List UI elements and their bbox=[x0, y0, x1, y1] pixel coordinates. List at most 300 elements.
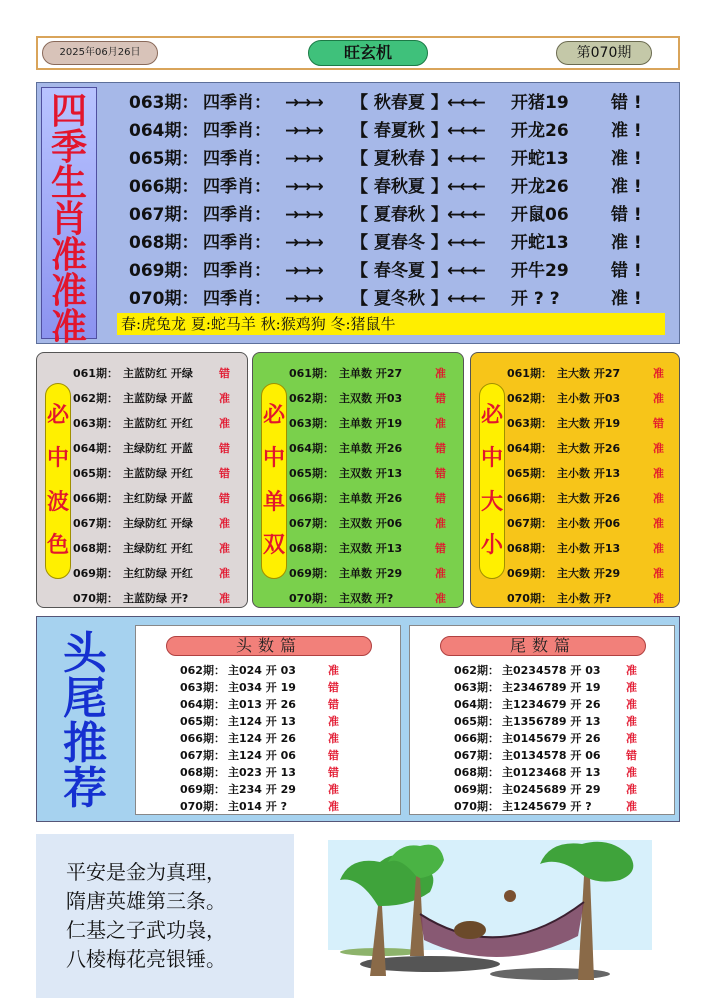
item-issue: 070期： bbox=[454, 800, 499, 813]
item-issue: 070期： bbox=[180, 800, 225, 813]
item-verdict: 准 bbox=[653, 592, 664, 605]
row-result: 开 ? ? bbox=[511, 289, 560, 309]
title-char: 小 bbox=[480, 533, 503, 559]
item-text: 主大数 开29 bbox=[557, 567, 621, 580]
list-item bbox=[454, 730, 674, 747]
list-item bbox=[73, 511, 249, 536]
row-seasons: 【 夏春秋 】 bbox=[351, 205, 448, 225]
title-char: 必 bbox=[46, 402, 69, 428]
odd-even-list bbox=[289, 361, 465, 611]
item-text: 主双数 开03 bbox=[339, 392, 403, 405]
item-issue: 067期： bbox=[180, 749, 225, 762]
item-issue: 063期： bbox=[454, 681, 499, 694]
item-issue: 062期： bbox=[180, 664, 225, 677]
item-text: 主大数 开19 bbox=[557, 417, 621, 430]
item-text: 主0145679 开 26 bbox=[502, 732, 601, 745]
title-char: 季 bbox=[50, 127, 87, 168]
row-verdict: 准 ! bbox=[611, 233, 642, 253]
item-text: 主双数 开13 bbox=[339, 542, 403, 555]
item-issue: 061期： bbox=[73, 367, 118, 380]
issue-badge: 第070期 bbox=[556, 41, 652, 65]
list-item bbox=[454, 747, 674, 764]
item-issue: 069期： bbox=[289, 567, 334, 580]
title-char: 必 bbox=[480, 402, 503, 428]
item-issue: 064期： bbox=[73, 442, 118, 455]
header-bar bbox=[36, 36, 680, 70]
item-verdict: 准 bbox=[435, 367, 446, 380]
item-verdict: 准 bbox=[328, 664, 339, 677]
item-text: 主单数 开26 bbox=[339, 492, 403, 505]
item-verdict: 准 bbox=[653, 542, 664, 555]
row-seasons: 【 秋春夏 】 bbox=[351, 93, 448, 113]
big-small-panel bbox=[470, 352, 680, 608]
item-text: 主单数 开19 bbox=[339, 417, 403, 430]
row-issue: 067期： bbox=[129, 205, 199, 225]
row-seasons: 【 春秋夏 】 bbox=[351, 177, 448, 197]
list-item bbox=[73, 361, 249, 386]
list-item bbox=[507, 436, 683, 461]
item-issue: 066期： bbox=[73, 492, 118, 505]
item-issue: 070期： bbox=[73, 592, 118, 605]
list-item bbox=[507, 361, 683, 386]
row-label: 四季肖： bbox=[203, 93, 271, 113]
odd-even-title bbox=[261, 383, 287, 579]
item-verdict: 准 bbox=[626, 698, 637, 711]
title-char: 准 bbox=[50, 235, 87, 276]
title-char: 四 bbox=[50, 91, 87, 132]
four-seasons-row bbox=[129, 201, 669, 229]
item-text: 主绿防红 开蓝 bbox=[123, 442, 193, 455]
item-text: 主大数 开27 bbox=[557, 367, 621, 380]
item-issue: 063期： bbox=[507, 417, 552, 430]
item-issue: 066期： bbox=[180, 732, 225, 745]
item-text: 主0234578 开 03 bbox=[502, 664, 601, 677]
row-label: 四季肖： bbox=[203, 177, 271, 197]
item-issue: 069期： bbox=[507, 567, 552, 580]
four-seasons-row bbox=[129, 229, 669, 257]
list-item bbox=[454, 713, 674, 730]
arrow-out: ←←← bbox=[447, 261, 484, 281]
item-issue: 064期： bbox=[507, 442, 552, 455]
item-issue: 062期： bbox=[454, 664, 499, 677]
title-char: 单 bbox=[262, 489, 285, 515]
list-item bbox=[507, 486, 683, 511]
item-text: 主013 开 26 bbox=[228, 698, 296, 711]
item-verdict: 错 bbox=[328, 766, 339, 779]
arrow-in: →→→ bbox=[285, 121, 322, 141]
tail-number-heading: 尾数篇 bbox=[440, 636, 646, 656]
row-label: 四季肖： bbox=[203, 205, 271, 225]
row-verdict: 准 ! bbox=[611, 177, 642, 197]
title-char: 必 bbox=[262, 402, 285, 428]
row-issue: 065期： bbox=[129, 149, 199, 169]
title-char: 尾 bbox=[63, 672, 107, 724]
list-item bbox=[73, 586, 249, 611]
item-text: 主双数 开06 bbox=[339, 517, 403, 530]
item-verdict: 准 bbox=[219, 592, 230, 605]
list-item bbox=[289, 536, 465, 561]
arrow-in: →→→ bbox=[285, 233, 322, 253]
item-text: 主1356789 开 13 bbox=[502, 715, 601, 728]
row-result: 开蛇13 bbox=[511, 233, 569, 253]
head-number-heading: 头数篇 bbox=[166, 636, 372, 656]
list-item bbox=[180, 679, 400, 696]
title-char: 生 bbox=[50, 163, 87, 204]
head-tail-section bbox=[36, 616, 680, 822]
row-label: 四季肖： bbox=[203, 289, 271, 309]
item-text: 主小数 开06 bbox=[557, 517, 621, 530]
list-item bbox=[507, 461, 683, 486]
item-issue: 062期： bbox=[73, 392, 118, 405]
item-text: 主0245689 开 29 bbox=[502, 783, 601, 796]
item-text: 主小数 开03 bbox=[557, 392, 621, 405]
title-char: 准 bbox=[50, 307, 87, 348]
item-verdict: 错 bbox=[219, 467, 230, 480]
arrow-in: →→→ bbox=[285, 261, 322, 281]
big-small-list bbox=[507, 361, 683, 611]
item-text: 主单数 开29 bbox=[339, 567, 403, 580]
list-item bbox=[289, 436, 465, 461]
item-verdict: 准 bbox=[653, 367, 664, 380]
item-text: 主0123468 开 13 bbox=[502, 766, 601, 779]
list-item bbox=[289, 386, 465, 411]
title-char: 肖 bbox=[50, 199, 87, 240]
arrow-out: ←←← bbox=[447, 177, 484, 197]
item-issue: 064期： bbox=[180, 698, 225, 711]
item-verdict: 准 bbox=[435, 592, 446, 605]
item-verdict: 准 bbox=[653, 567, 664, 580]
list-item bbox=[507, 386, 683, 411]
item-verdict: 错 bbox=[219, 442, 230, 455]
list-item bbox=[454, 798, 674, 815]
row-seasons: 【 夏秋春 】 bbox=[351, 149, 448, 169]
item-text: 主红防绿 开红 bbox=[123, 567, 193, 580]
item-text: 主双数 开13 bbox=[339, 467, 403, 480]
item-text: 主2346789 开 19 bbox=[502, 681, 601, 694]
item-verdict: 准 bbox=[626, 681, 637, 694]
item-verdict: 准 bbox=[626, 783, 637, 796]
head-number-list bbox=[180, 662, 400, 815]
row-label: 四季肖： bbox=[203, 261, 271, 281]
row-verdict: 错 ! bbox=[611, 261, 642, 281]
tail-number-list bbox=[454, 662, 674, 815]
row-seasons: 【 春夏秋 】 bbox=[351, 121, 448, 141]
item-text: 主234 开 29 bbox=[228, 783, 296, 796]
list-item bbox=[180, 662, 400, 679]
title-char: 中 bbox=[262, 446, 285, 472]
item-text: 主蓝防绿 开蓝 bbox=[123, 392, 193, 405]
item-text: 主红防绿 开蓝 bbox=[123, 492, 193, 505]
head-number-box bbox=[135, 625, 401, 815]
poem-line: 隋唐英雄第三条。 bbox=[66, 889, 226, 913]
row-issue: 069期： bbox=[129, 261, 199, 281]
title-char: 中 bbox=[480, 446, 503, 472]
date-badge: 2025年06月26日 bbox=[42, 41, 158, 65]
item-verdict: 准 bbox=[626, 800, 637, 813]
list-item bbox=[180, 781, 400, 798]
hammock-trees-illustration bbox=[320, 836, 660, 984]
arrow-in: →→→ bbox=[285, 289, 322, 309]
title-char: 准 bbox=[50, 271, 87, 312]
list-item bbox=[454, 679, 674, 696]
list-item bbox=[289, 411, 465, 436]
odd-even-panel bbox=[252, 352, 464, 608]
item-text: 主小数 开13 bbox=[557, 542, 621, 555]
item-verdict: 准 bbox=[653, 392, 664, 405]
list-item bbox=[180, 747, 400, 764]
item-issue: 068期： bbox=[507, 542, 552, 555]
item-text: 主1234679 开 26 bbox=[502, 698, 601, 711]
item-verdict: 错 bbox=[435, 442, 446, 455]
item-issue: 061期： bbox=[507, 367, 552, 380]
item-issue: 063期： bbox=[180, 681, 225, 694]
list-item bbox=[73, 561, 249, 586]
item-verdict: 准 bbox=[435, 567, 446, 580]
title-char: 中 bbox=[46, 446, 69, 472]
item-issue: 068期： bbox=[454, 766, 499, 779]
item-verdict: 错 bbox=[435, 392, 446, 405]
item-issue: 064期： bbox=[454, 698, 499, 711]
list-item bbox=[454, 662, 674, 679]
row-seasons: 【 夏冬秋 】 bbox=[351, 289, 448, 309]
item-verdict: 错 bbox=[435, 492, 446, 505]
row-label: 四季肖： bbox=[203, 233, 271, 253]
row-issue: 064期： bbox=[129, 121, 199, 141]
item-issue: 068期： bbox=[289, 542, 334, 555]
title-char: 头 bbox=[63, 627, 107, 679]
four-seasons-row bbox=[129, 145, 669, 173]
item-verdict: 准 bbox=[435, 417, 446, 430]
list-item bbox=[454, 781, 674, 798]
list-item bbox=[507, 536, 683, 561]
item-verdict: 错 bbox=[219, 367, 230, 380]
item-text: 主023 开 13 bbox=[228, 766, 296, 779]
item-verdict: 准 bbox=[653, 492, 664, 505]
tail-number-box bbox=[409, 625, 675, 815]
four-seasons-title bbox=[41, 87, 97, 348]
item-issue: 067期： bbox=[73, 517, 118, 530]
row-issue: 063期： bbox=[129, 93, 199, 113]
list-item bbox=[507, 411, 683, 436]
item-verdict: 错 bbox=[626, 749, 637, 762]
list-item bbox=[180, 696, 400, 713]
wave-color-list bbox=[73, 361, 249, 611]
list-item bbox=[73, 436, 249, 461]
title-char: 荐 bbox=[63, 762, 107, 814]
item-text: 主034 开 19 bbox=[228, 681, 296, 694]
list-item bbox=[289, 561, 465, 586]
item-issue: 069期： bbox=[454, 783, 499, 796]
item-text: 主双数 开? bbox=[339, 592, 394, 605]
arrow-out: ←←← bbox=[447, 205, 484, 225]
item-verdict: 准 bbox=[626, 766, 637, 779]
item-issue: 066期： bbox=[289, 492, 334, 505]
list-item bbox=[180, 764, 400, 781]
item-text: 主014 开 ? bbox=[228, 800, 288, 813]
title-char: 双 bbox=[262, 533, 285, 559]
item-verdict: 准 bbox=[653, 442, 664, 455]
item-issue: 063期： bbox=[289, 417, 334, 430]
row-result: 开龙26 bbox=[511, 121, 569, 141]
four-seasons-list bbox=[129, 89, 669, 313]
list-item bbox=[289, 586, 465, 611]
item-text: 主大数 开26 bbox=[557, 492, 621, 505]
item-text: 主蓝防红 开绿 bbox=[123, 367, 193, 380]
four-seasons-row bbox=[129, 173, 669, 201]
item-issue: 064期： bbox=[289, 442, 334, 455]
arrow-in: →→→ bbox=[285, 149, 322, 169]
item-text: 主0134578 开 06 bbox=[502, 749, 601, 762]
row-result: 开猪19 bbox=[511, 93, 569, 113]
item-issue: 067期： bbox=[454, 749, 499, 762]
item-issue: 067期： bbox=[507, 517, 552, 530]
item-text: 主1245679 开 ? bbox=[502, 800, 592, 813]
row-label: 四季肖： bbox=[203, 121, 271, 141]
list-item bbox=[289, 511, 465, 536]
item-verdict: 准 bbox=[626, 715, 637, 728]
list-item bbox=[289, 361, 465, 386]
item-text: 主蓝防绿 开? bbox=[123, 592, 189, 605]
item-issue: 063期： bbox=[73, 417, 118, 430]
list-item bbox=[507, 586, 683, 611]
item-text: 主大数 开26 bbox=[557, 442, 621, 455]
row-issue: 070期： bbox=[129, 289, 199, 309]
item-verdict: 错 bbox=[435, 467, 446, 480]
title-char: 色 bbox=[46, 533, 69, 559]
title-char: 波 bbox=[46, 489, 69, 515]
four-seasons-row bbox=[129, 89, 669, 117]
row-verdict: 准 ! bbox=[611, 149, 642, 169]
row-verdict: 准 ! bbox=[611, 289, 642, 309]
four-seasons-row bbox=[129, 117, 669, 145]
four-seasons-section bbox=[36, 82, 680, 348]
item-text: 主蓝防红 开红 bbox=[123, 417, 193, 430]
list-item bbox=[289, 486, 465, 511]
arrow-in: →→→ bbox=[285, 177, 322, 197]
list-item bbox=[180, 713, 400, 730]
item-verdict: 准 bbox=[219, 392, 230, 405]
item-verdict: 准 bbox=[219, 542, 230, 555]
item-text: 主蓝防绿 开红 bbox=[123, 467, 193, 480]
list-item bbox=[289, 461, 465, 486]
arrow-in: →→→ bbox=[285, 205, 322, 225]
item-issue: 066期： bbox=[507, 492, 552, 505]
item-verdict: 准 bbox=[626, 664, 637, 677]
row-issue: 068期： bbox=[129, 233, 199, 253]
title-char: 推 bbox=[63, 717, 107, 769]
item-verdict: 错 bbox=[328, 698, 339, 711]
poem-line: 八棱梅花亮银锤。 bbox=[66, 947, 226, 971]
list-item bbox=[73, 411, 249, 436]
item-issue: 061期： bbox=[289, 367, 334, 380]
list-item bbox=[454, 764, 674, 781]
item-verdict: 准 bbox=[328, 783, 339, 796]
item-issue: 069期： bbox=[180, 783, 225, 796]
item-verdict: 准 bbox=[219, 567, 230, 580]
item-verdict: 准 bbox=[435, 517, 446, 530]
item-text: 主024 开 03 bbox=[228, 664, 296, 677]
row-seasons: 【 夏春冬 】 bbox=[351, 233, 448, 253]
item-verdict: 错 bbox=[219, 492, 230, 505]
list-item bbox=[180, 798, 400, 815]
item-issue: 070期： bbox=[507, 592, 552, 605]
item-verdict: 准 bbox=[219, 417, 230, 430]
poem-line: 仁基之子武功袅， bbox=[66, 918, 226, 942]
item-issue: 065期： bbox=[289, 467, 334, 480]
item-text: 主124 开 13 bbox=[228, 715, 296, 728]
item-issue: 062期： bbox=[289, 392, 334, 405]
list-item bbox=[73, 486, 249, 511]
row-verdict: 错 ! bbox=[611, 205, 642, 225]
season-legend: 春:虎兔龙 夏:蛇马羊 秋:猴鸡狗 冬:猪鼠牛 bbox=[117, 313, 665, 335]
item-verdict: 错 bbox=[328, 749, 339, 762]
item-issue: 069期： bbox=[73, 567, 118, 580]
row-result: 开蛇13 bbox=[511, 149, 569, 169]
item-text: 主小数 开13 bbox=[557, 467, 621, 480]
item-verdict: 错 bbox=[435, 542, 446, 555]
item-verdict: 错 bbox=[328, 681, 339, 694]
poem-box bbox=[36, 834, 294, 998]
item-issue: 067期： bbox=[289, 517, 334, 530]
row-result: 开鼠06 bbox=[511, 205, 569, 225]
item-issue: 068期： bbox=[180, 766, 225, 779]
list-item bbox=[73, 386, 249, 411]
row-seasons: 【 春冬夏 】 bbox=[351, 261, 448, 281]
row-verdict: 准 ! bbox=[611, 121, 642, 141]
list-item bbox=[507, 561, 683, 586]
item-text: 主单数 开26 bbox=[339, 442, 403, 455]
four-seasons-row bbox=[129, 257, 669, 285]
arrow-out: ←←← bbox=[447, 289, 484, 309]
item-verdict: 准 bbox=[653, 517, 664, 530]
item-issue: 070期： bbox=[289, 592, 334, 605]
item-verdict: 准 bbox=[626, 732, 637, 745]
item-verdict: 准 bbox=[328, 715, 339, 728]
item-verdict: 准 bbox=[328, 732, 339, 745]
big-small-title bbox=[479, 383, 505, 579]
item-text: 主小数 开? bbox=[557, 592, 612, 605]
list-item bbox=[507, 511, 683, 536]
arrow-out: ←←← bbox=[447, 149, 484, 169]
item-issue: 065期： bbox=[454, 715, 499, 728]
item-text: 主单数 开27 bbox=[339, 367, 403, 380]
row-result: 开牛29 bbox=[511, 261, 569, 281]
item-text: 主124 开 06 bbox=[228, 749, 296, 762]
arrow-in: →→→ bbox=[285, 93, 322, 113]
row-result: 开龙26 bbox=[511, 177, 569, 197]
site-logo[interactable]: 旺玄机 bbox=[308, 40, 428, 66]
poem-line: 平安是金为真理， bbox=[66, 860, 226, 884]
item-text: 主124 开 26 bbox=[228, 732, 296, 745]
four-seasons-row bbox=[129, 285, 669, 313]
arrow-out: ←←← bbox=[447, 233, 484, 253]
list-item bbox=[73, 536, 249, 561]
item-issue: 066期： bbox=[454, 732, 499, 745]
wave-color-title bbox=[45, 383, 71, 579]
title-char: 大 bbox=[480, 489, 503, 515]
item-issue: 065期： bbox=[180, 715, 225, 728]
list-item bbox=[180, 730, 400, 747]
item-text: 主绿防红 开红 bbox=[123, 542, 193, 555]
row-verdict: 错 ! bbox=[611, 93, 642, 113]
arrow-out: ←←← bbox=[447, 93, 484, 113]
item-issue: 068期： bbox=[73, 542, 118, 555]
list-item bbox=[454, 696, 674, 713]
item-text: 主绿防红 开绿 bbox=[123, 517, 193, 530]
item-verdict: 错 bbox=[653, 417, 664, 430]
item-verdict: 准 bbox=[219, 517, 230, 530]
row-issue: 066期： bbox=[129, 177, 199, 197]
